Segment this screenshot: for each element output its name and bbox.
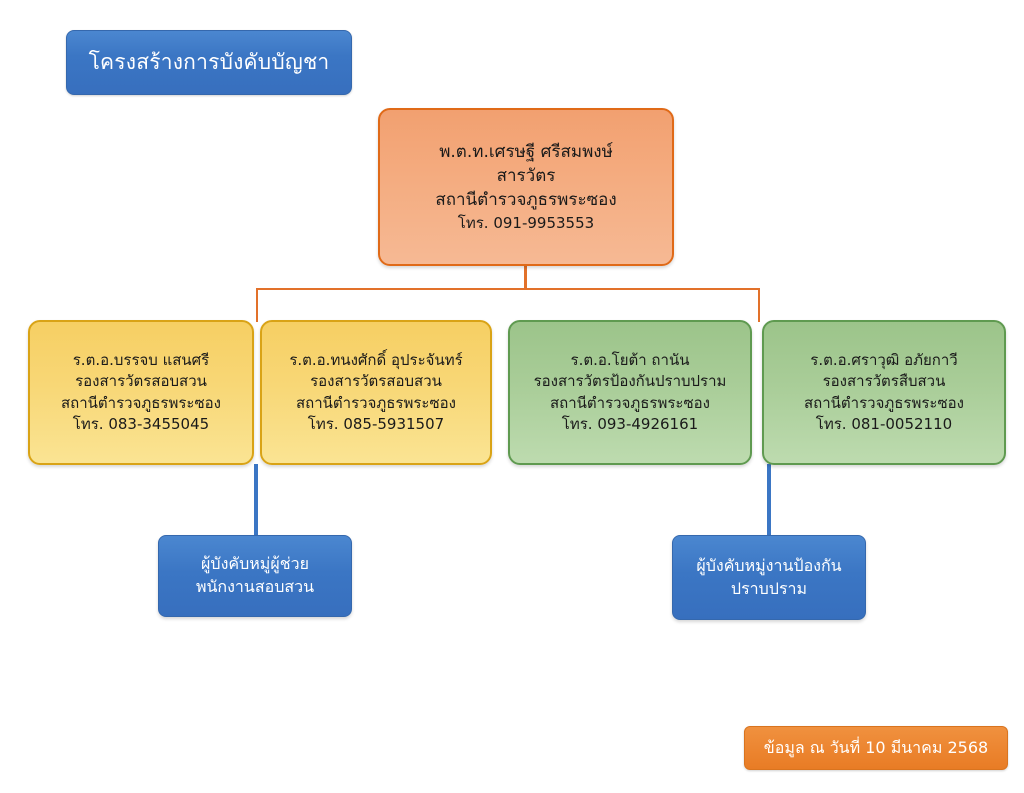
node-deputy-prevention[interactable] [508, 320, 752, 465]
node-name: ร.ต.อ.ทนงศักดิ์ อุประจันทร์ [289, 350, 463, 369]
node-position: รองสารวัตรป้องกันปราบปราม [533, 372, 727, 391]
connector-drop-right [758, 288, 760, 322]
node-station: สถานีตำรวจภูธรพระซอง [296, 393, 456, 412]
node-name: พ.ต.ท.เศรษฐี ศรีสมพงษ์ [439, 142, 613, 163]
node-name: ร.ต.อ.บรรจบ แสนศรี [72, 350, 210, 369]
node-superintendent[interactable] [378, 108, 674, 266]
node-phone: โทร. 081-0052110 [815, 414, 953, 433]
node-line-2: พนักงานสอบสวน [195, 577, 315, 596]
node-assistant-investigator-unit[interactable] [158, 535, 352, 617]
node-phone: โทร. 093-4926161 [561, 414, 699, 433]
node-station: สถานีตำรวจภูธรพระซอง [804, 393, 964, 412]
connector-blue-right [767, 464, 771, 536]
page-title-text: โครงสร้างการบังคับบัญชา [88, 50, 330, 74]
data-as-of-badge [744, 726, 1008, 770]
node-phone: โทร. 083-3455045 [72, 414, 210, 433]
node-phone: โทร. 091-9953553 [457, 213, 595, 232]
node-phone: โทร. 085-5931507 [307, 414, 445, 433]
node-station: สถานีตำรวจภูธรพระซอง [550, 393, 710, 412]
node-line-1: ผู้บังคับหมู่งานป้องกัน [696, 555, 842, 575]
page-title [66, 30, 352, 95]
node-deputy-investigation-2[interactable] [260, 320, 492, 465]
connector-top-stem [524, 266, 527, 290]
node-deputy-investigation-1[interactable] [28, 320, 254, 465]
node-name: ร.ต.อ.ศราวุฒิ อภัยกาวี [810, 350, 958, 369]
node-name: ร.ต.อ.โยต้า ถานัน [570, 350, 690, 369]
node-position: รองสารวัตรสอบสวน [310, 372, 442, 391]
node-station: สถานีตำรวจภูธรพระซอง [61, 393, 221, 412]
data-as-of-text: ข้อมูล ณ วันที่ 10 มีนาคม 2568 [763, 737, 989, 757]
node-line-1: ผู้บังคับหมู่ผู้ช่วย [201, 554, 309, 574]
node-position: รองสารวัตรสืบสวน [822, 372, 946, 391]
node-prevention-unit[interactable] [672, 535, 866, 620]
node-deputy-detective[interactable] [762, 320, 1006, 465]
connector-blue-left [254, 464, 258, 536]
node-position: รองสารวัตรสอบสวน [75, 372, 207, 391]
connector-horizontal-bus [256, 288, 760, 290]
node-station: สถานีตำรวจภูธรพระซอง [435, 190, 617, 211]
node-line-2: ปราบปราม [730, 578, 808, 598]
connector-drop-left [256, 288, 258, 322]
node-position: สารวัตร [496, 166, 556, 187]
